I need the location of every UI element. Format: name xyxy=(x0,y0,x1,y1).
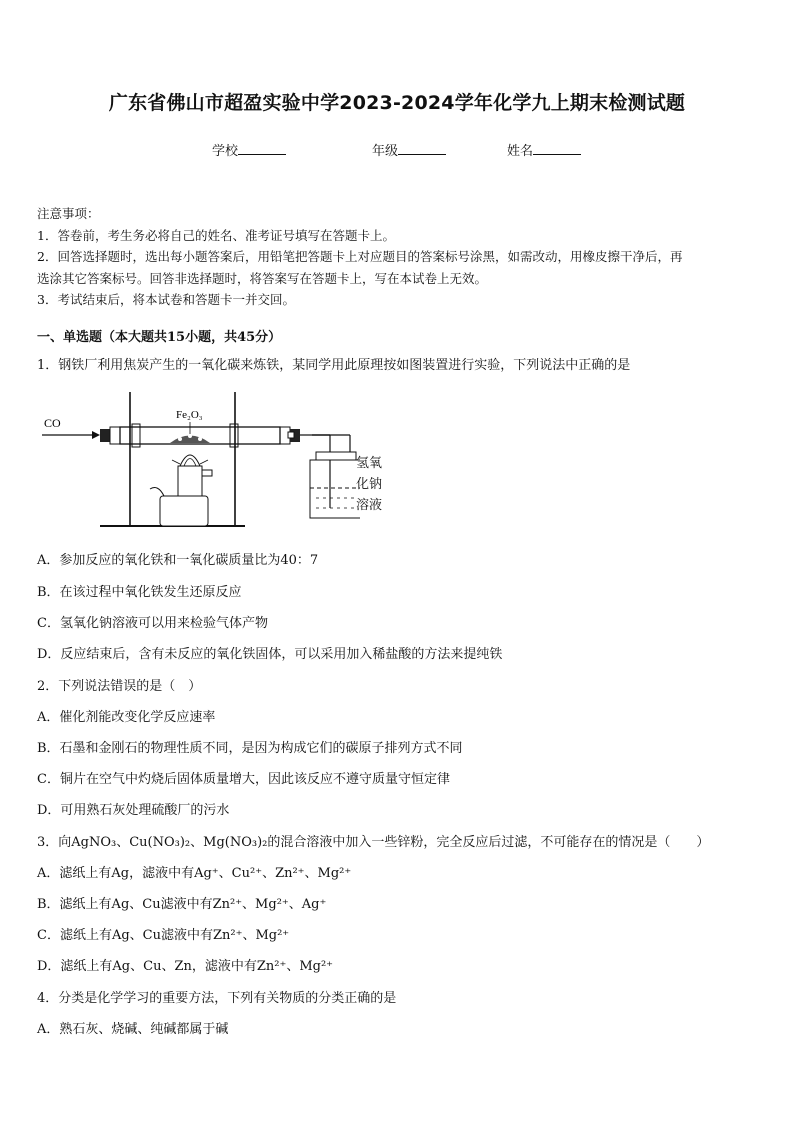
bottle-stopper xyxy=(316,452,356,460)
inner-flame xyxy=(184,459,196,467)
lamp-handle xyxy=(150,488,164,496)
notice-item: 选涂其它答案标号。回答非选择题时，将答案写在答题卡上，写在本试卷上无效。 xyxy=(37,270,488,286)
question-3-stem: 3．向AgNO₃、Cu(NO₃)₂、Mg(NO₃)₂的混合溶液中加入一些锌粉，完全反应后过滤，不可能存在的情况是（ ） xyxy=(37,835,710,850)
flame-line xyxy=(200,460,208,464)
left-clamp xyxy=(110,427,120,444)
powder-grain xyxy=(188,434,192,438)
q1-option-c[interactable]: C．氢氧化钠溶液可以用来检验气体产物 xyxy=(37,616,268,631)
left-stopper xyxy=(100,429,110,442)
school-field xyxy=(212,140,286,159)
arrow-head-icon xyxy=(92,431,100,439)
lamp-body xyxy=(160,496,208,526)
q2-option-b[interactable]: B．石墨和金刚石的物理性质不同，是因为构成它们的碳原子排列方式不同 xyxy=(37,741,463,756)
question-4-stem: 4．分类是化学学习的重要方法，下列有关物质的分类正确的是 xyxy=(37,991,397,1006)
powder-grain xyxy=(178,437,182,441)
powder-grain xyxy=(198,437,202,441)
notice-block xyxy=(37,203,762,311)
question-2-stem: 2．下列说法错误的是（ ） xyxy=(37,679,202,694)
section-heading: 一、单选题（本大题共15小题，共45分） xyxy=(37,330,282,345)
lamp-chimney xyxy=(178,466,202,498)
bottle-label-line: 氢氧 xyxy=(356,456,383,471)
apparatus-figure xyxy=(40,388,360,530)
notice-item: 3．考试结束后，将本试卷和答题卡一并交回。 xyxy=(37,292,295,307)
outlet-joint xyxy=(288,432,294,438)
q3-option-a[interactable]: A．滤纸上有Ag，滤液中有Ag⁺、Cu²⁺、Zn²⁺、Mg²⁺ xyxy=(37,866,352,881)
notice-item: 2．回答选择题时，选出每小题答案后，用铅笔把答题卡上对应题目的答案标号涂黑，如需改动，用橡皮擦干净后，再 xyxy=(37,249,683,264)
page-title: 广东省佛山市超盈实验中学2023-2024学年化学九上期末检测试题 xyxy=(108,92,686,114)
flame-icon xyxy=(180,455,200,466)
wash-bottle xyxy=(310,460,360,518)
q1-option-b[interactable]: B．在该过程中氧化铁发生还原反应 xyxy=(37,585,242,600)
q3-option-c[interactable]: C．滤纸上有Ag、Cu滤液中有Zn²⁺、Mg²⁺ xyxy=(37,928,290,943)
name-field xyxy=(507,140,581,159)
school-label: 学校 xyxy=(212,144,239,159)
flame-line xyxy=(172,460,180,464)
notice-heading: 注意事项： xyxy=(37,206,100,221)
q3-option-d[interactable]: D．滤纸上有Ag、Cu、Zn，滤液中有Zn²⁺、Mg²⁺ xyxy=(37,959,334,974)
reagent-label: Fe₂O₃ xyxy=(176,409,203,421)
q1-option-d[interactable]: D．反应结束后，含有未反应的氧化铁固体，可以采用加入稀盐酸的方法来提纯铁 xyxy=(37,647,503,662)
student-info-row xyxy=(0,140,794,162)
notice-item: 1．答卷前，考生务必将自己的姓名、准考证号填写在答题卡上。 xyxy=(37,227,395,243)
bottle-label-line: 溶液 xyxy=(356,498,383,513)
bottle-label xyxy=(356,453,382,516)
grade-label: 年级 xyxy=(372,144,399,159)
question-1-stem: 1．钢铁厂利用焦炭产生的一氧化碳来炼铁，某同学用此原理按如图装置进行实验，下列说法中正确的是 xyxy=(37,358,631,373)
q3-option-b[interactable]: B．滤纸上有Ag、Cu滤液中有Zn²⁺、Mg²⁺、Ag⁺ xyxy=(37,897,327,912)
name-label: 姓名 xyxy=(507,144,534,159)
q4-option-a[interactable]: A．熟石灰、烧碱、纯碱都属于碱 xyxy=(37,1022,229,1037)
q2-option-d[interactable]: D．可用熟石灰处理硫酸厂的污水 xyxy=(37,803,230,818)
q2-option-c[interactable]: C．铜片在空气中灼烧后固体质量增大，因此该反应不遵守质量守恒定律 xyxy=(37,772,450,787)
grade-field xyxy=(372,140,446,159)
lamp-knob xyxy=(202,470,212,476)
q1-option-a[interactable]: A．参加反应的氧化铁和一氧化碳质量比为40：7 xyxy=(37,553,319,568)
school-blank[interactable] xyxy=(238,140,286,155)
name-blank[interactable] xyxy=(533,140,581,155)
grade-blank[interactable] xyxy=(398,140,446,155)
co-label: CO xyxy=(44,416,61,430)
q2-option-a[interactable]: A．催化剂能改变化学反应速率 xyxy=(37,710,216,725)
bottle-label-line: 化钠 xyxy=(356,477,383,492)
